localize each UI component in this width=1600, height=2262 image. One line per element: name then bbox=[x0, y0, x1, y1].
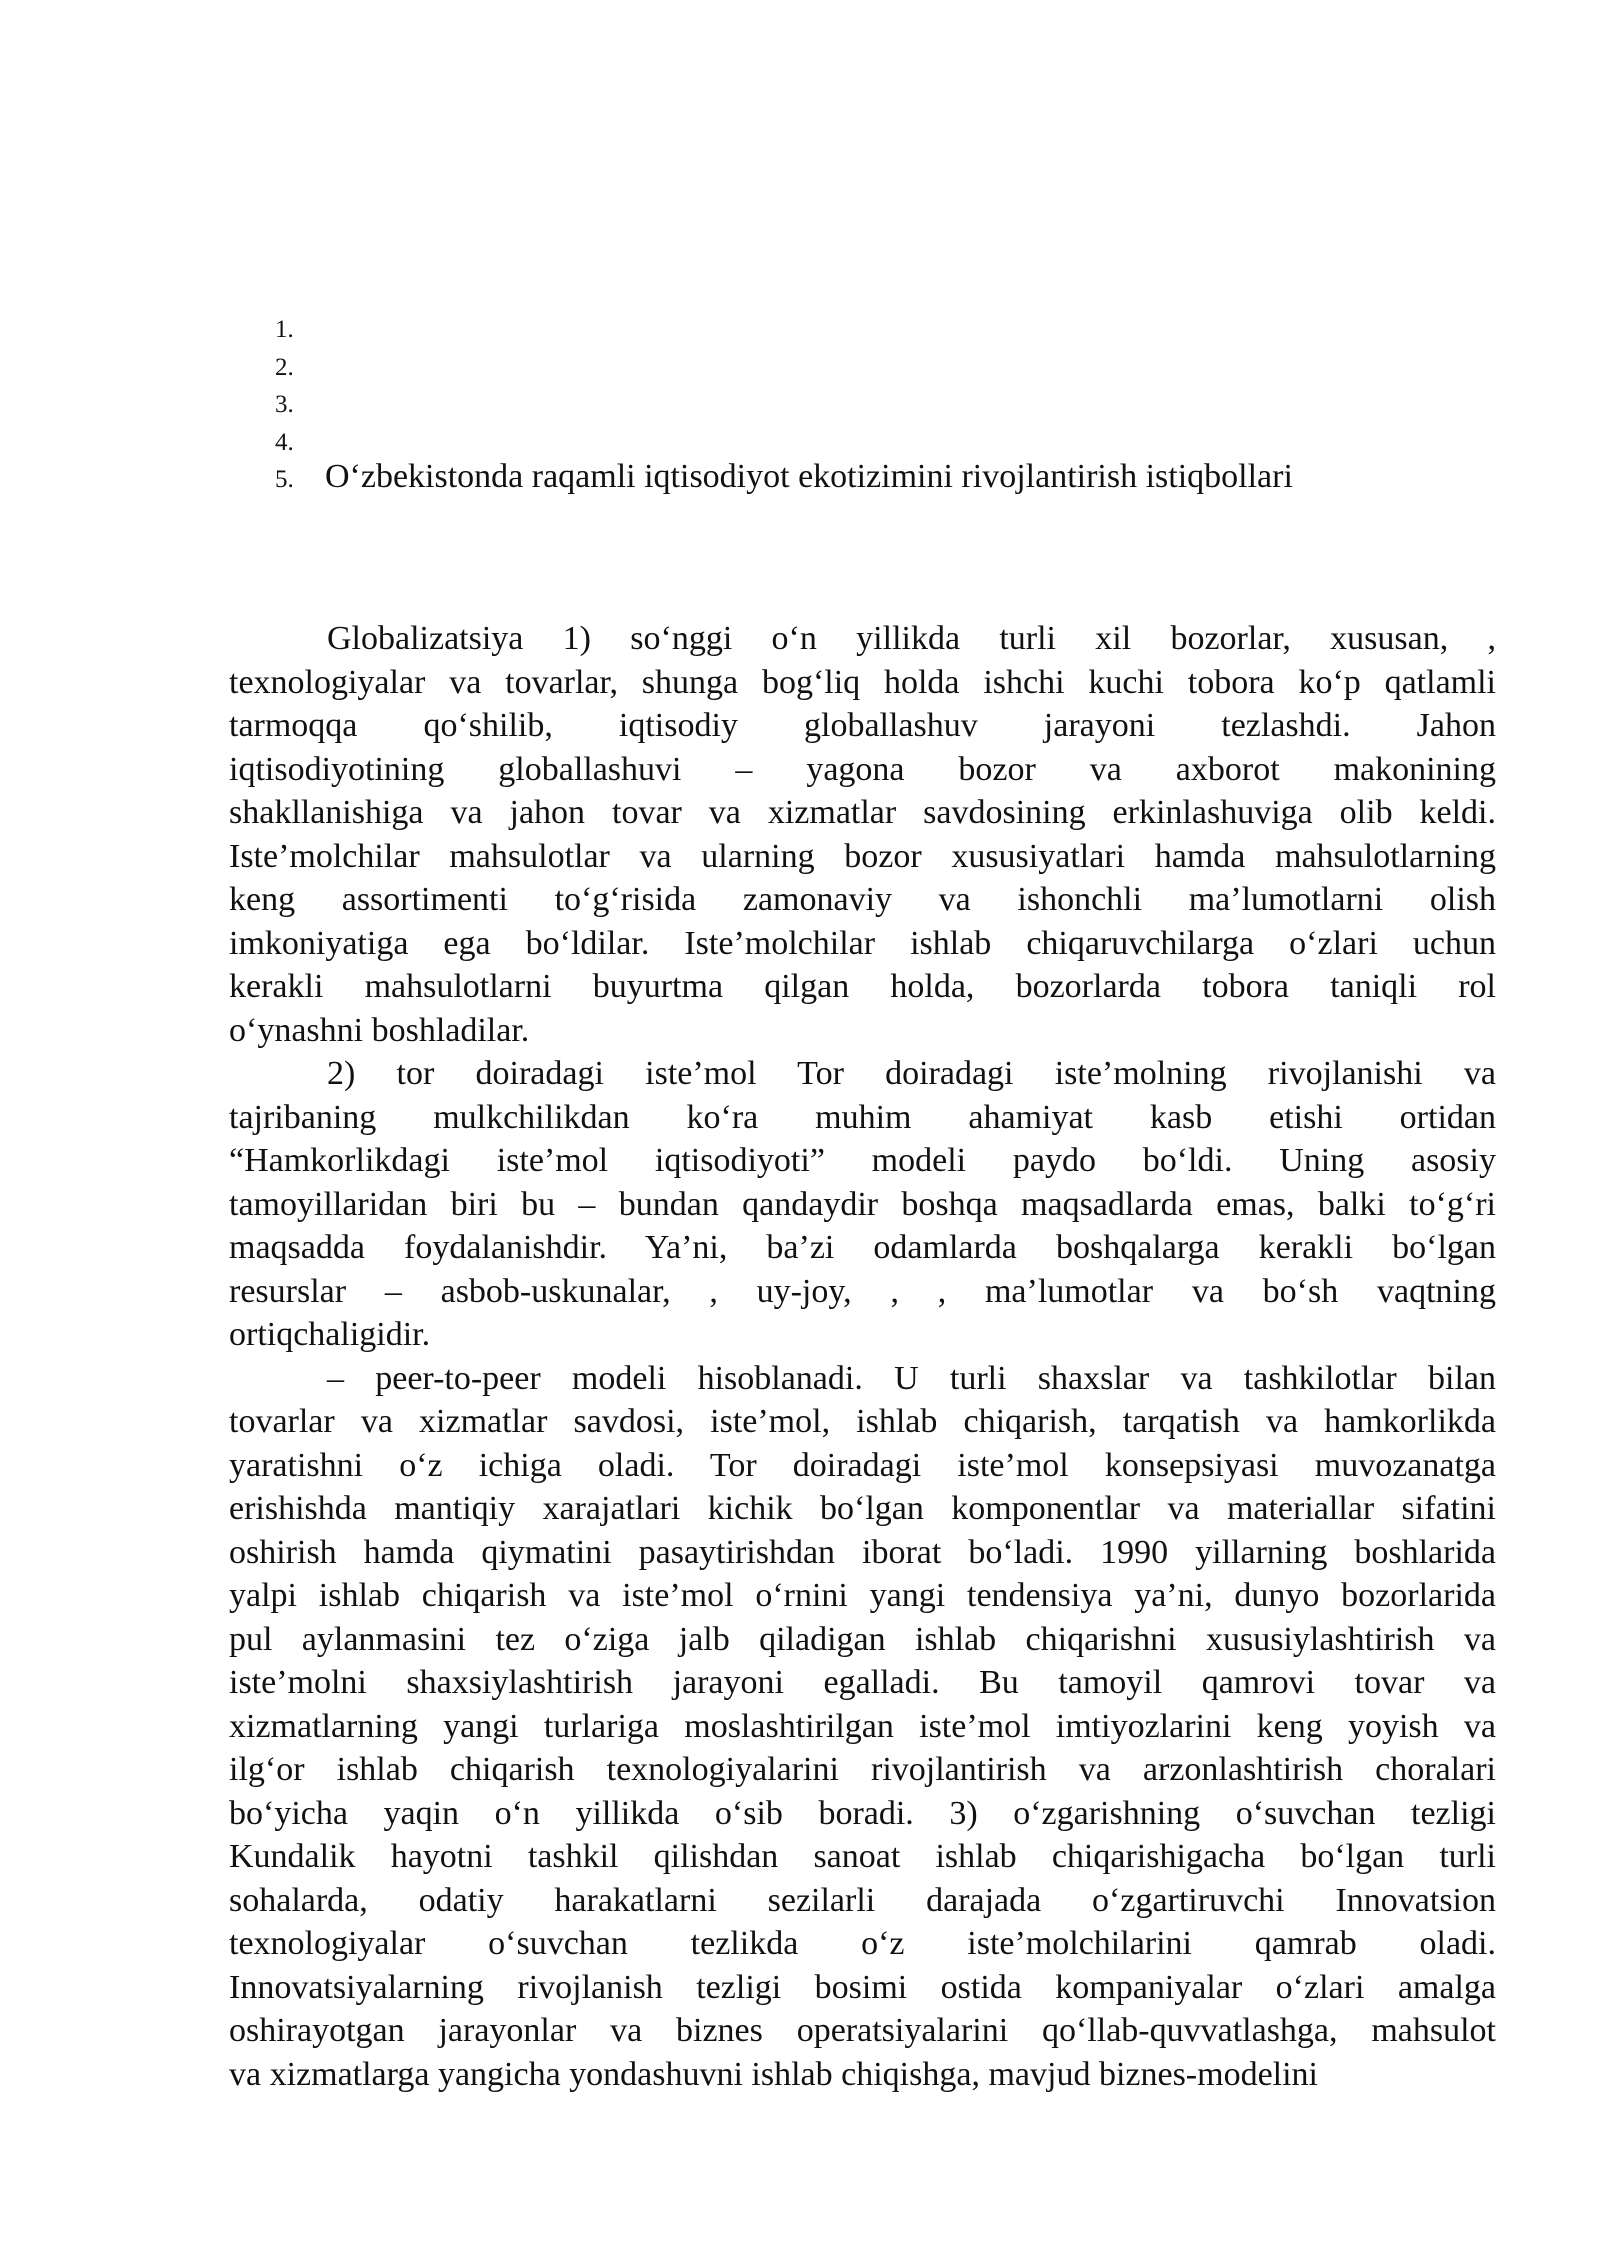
list-item-number: 4. bbox=[275, 428, 294, 456]
text-line: Globalizatsiya 1) so‘nggi o‘n yillikda turli xil bozorlar, xususan, , bbox=[327, 620, 1496, 657]
text-line: tarmoqqa qo‘shilib, iqtisodiy globallashuv jarayoni tezlashdi. Jahon bbox=[229, 707, 1496, 744]
list-item bbox=[275, 458, 1475, 496]
text-line: oshirish hamda qiymatini pasaytirishdan iborat bo‘ladi. 1990 yillarning boshlarida bbox=[229, 1533, 1496, 1571]
paragraph bbox=[229, 1052, 1496, 1357]
text-line: Iste’molchilar mahsulotlar va ularning bozor xususiyatlari hamda mahsulotlarning bbox=[229, 837, 1496, 875]
text-line: kerakli mahsulotlarni buyurtma qilgan holda, bozorlarda tobora taniqli rol bbox=[229, 968, 1496, 1005]
list-item bbox=[275, 346, 1475, 384]
text-line: va xizmatlarga yangicha yondashuvni ishlab chiqishga, mavjud biznes-modelini bbox=[229, 2055, 1318, 2093]
list-item-number: 3. bbox=[275, 391, 294, 418]
text-line: shakllanishiga va jahon tovar va xizmatlar savdosining erkinlashuviga olib keldi. bbox=[229, 794, 1496, 831]
text-line: iste’molni shaxsiylashtirish jarayoni egalladi. Bu tamoyil qamrovi tovar va bbox=[229, 1664, 1496, 1701]
numbered-list bbox=[275, 308, 1475, 496]
text-line: yaratishni o‘z ichiga oladi. Tor doiradagi iste’mol konsepsiyasi muvozanatga bbox=[229, 1446, 1496, 1484]
text-line: texnologiyalar va tovarlar, shunga bog‘liq holda ishchi kuchi tobora ko‘p qatlamli bbox=[229, 663, 1496, 701]
text-line: xizmatlarning yangi turlariga moslashtirilgan iste’mol imtiyozlarini keng yoyish va bbox=[229, 1707, 1496, 1745]
list-item-number: 1. bbox=[275, 316, 294, 343]
list-item bbox=[275, 421, 1475, 459]
list-item-number: 2. bbox=[275, 353, 294, 381]
list-item-number: 5. bbox=[275, 466, 294, 493]
list-item bbox=[275, 383, 1475, 421]
text-line: 2) tor doiradagi iste’mol Tor doiradagi iste’molning rivojlanishi va bbox=[327, 1055, 1496, 1092]
text-line: resurslar – asbob-uskunalar, , uy-joy, , , ma’lumotlar va bo‘sh vaqtning bbox=[229, 1272, 1496, 1310]
text-line: Kundalik hayotni tashkil qilishdan sanoat ishlab chiqarishigacha bo‘lgan turli bbox=[229, 1838, 1496, 1875]
text-line: keng assortimenti to‘g‘risida zamonaviy va ishonchli ma’lumotlarni olish bbox=[229, 881, 1496, 918]
text-line: “Hamkorlikdagi iste’mol iqtisodiyoti” modeli paydo bo‘ldi. Uning asosiy bbox=[229, 1142, 1496, 1179]
text-line: ilg‘or ishlab chiqarish texnologiyalarini rivojlantirish va arzonlashtirish choralari bbox=[229, 1751, 1496, 1788]
list-item bbox=[275, 308, 1475, 346]
text-line: oshirayotgan jarayonlar va biznes operatsiyalarini qo‘llab-quvvatlashga, mahsulot bbox=[229, 2012, 1496, 2049]
text-line: tajribaning mulkchilikdan ko‘ra muhim ahamiyat kasb etishi ortidan bbox=[229, 1098, 1496, 1136]
body-text bbox=[229, 617, 1496, 2096]
text-line: iqtisodiyotining globallashuvi – yagona bozor va axborot makonining bbox=[229, 750, 1496, 788]
text-line: – peer-to-peer modeli hisoblanadi. U turli shaxslar va tashkilotlar bilan bbox=[327, 1359, 1496, 1397]
text-line: o‘ynashni boshladilar. bbox=[229, 1011, 530, 1049]
paragraph bbox=[229, 617, 1496, 1052]
paragraph bbox=[229, 1357, 1496, 2097]
text-line: Innovatsiyalarning rivojlanish tezligi bosimi ostida kompaniyalar o‘zlari amalga bbox=[229, 1968, 1496, 2006]
text-line: imkoniyatiga ega bo‘ldilar. Iste’molchilar ishlab chiqaruvchilarga o‘zlari uchun bbox=[229, 924, 1496, 962]
text-line: ortiqchaligidir. bbox=[229, 1316, 431, 1353]
text-line: erishishda mantiqiy xarajatlari kichik bo‘lgan komponentlar va materiallar sifatini bbox=[229, 1490, 1496, 1527]
text-line: tovarlar va xizmatlar savdosi, iste’mol, ishlab chiqarish, tarqatish va hamkorlikda bbox=[229, 1403, 1496, 1440]
text-line: sohalarda, odatiy harakatlarni sezilarli darajada o‘zgartiruvchi Innovatsion bbox=[229, 1881, 1496, 1919]
text-line: maqsadda foydalanishdir. Ya’ni, ba’zi odamlarda boshqalarga kerakli bo‘lgan bbox=[229, 1229, 1496, 1266]
document-title: O‘zbekistonda raqamli iqtisodiyot ekotizimini rivojlantirish istiqbollari bbox=[325, 458, 1293, 495]
text-line: pul aylanmasini tez o‘ziga jalb qiladigan ishlab chiqarishni xususiylashtirish va bbox=[229, 1620, 1496, 1658]
text-line: texnologiyalar o‘suvchan tezlikda o‘z iste’molchilarini qamrab oladi. bbox=[229, 1925, 1496, 1962]
text-line: bo‘yicha yaqin o‘n yillikda o‘sib boradi. 3) o‘zgarishning o‘suvchan tezligi bbox=[229, 1794, 1496, 1832]
text-line: yalpi ishlab chiqarish va iste’mol o‘rnini yangi tendensiya ya’ni, dunyo bozorlarida bbox=[229, 1577, 1496, 1614]
text-line: tamoyillaridan biri bu – bundan qandaydir boshqa maqsadlarda emas, balki to‘g‘ri bbox=[229, 1185, 1496, 1223]
